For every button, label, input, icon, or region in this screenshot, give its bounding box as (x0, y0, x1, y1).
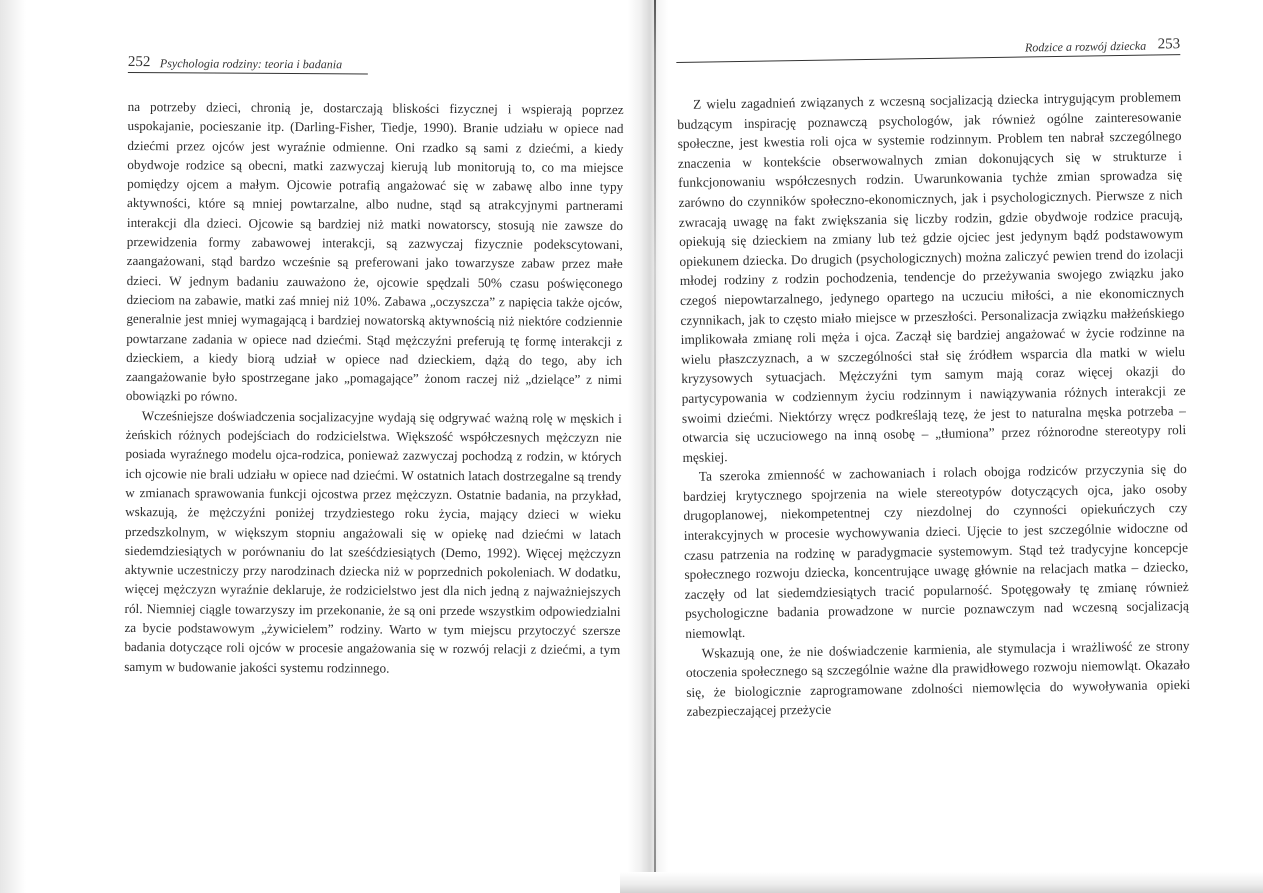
page-number: 252 (127, 53, 151, 71)
page-bottom-shadow (620, 872, 1263, 893)
left-page-body (124, 97, 624, 679)
paragraph: Ta szeroka zmienność w zachowaniach i rolach obojga rodziców przyczynia się do bardziej krytycznego spojrzenia na wiele stereotypów dotyczących ojca, jako osoby drugoplanowej, niekompetentnej czy niezdolnej do czynności opiekuńczych czy interakcyjnych w procesie wychowywania dzieci. Ujęcie to jest szczególnie widoczne od czasu patrzenia na rodzinę w paradygmacie systemowym. Stąd też tradycyjne koncepcje społecznego rozwoju dziecka, koncentrujące uwagę głównie na relacjach matka – dziecko, zaczęły od lat siedemdziesiątych tracić popularność. Spotęgowały tę zmianę również psychologiczne badania prowadzone w nurcie poznawczym nad wczesną socjalizacją niemowląt. (683, 461, 1190, 641)
page-number: 253 (1157, 36, 1181, 53)
book-gutter (628, 0, 668, 893)
right-page (676, 32, 1191, 722)
paragraph: Wcześniejsze doświadczenia socjalizacyjne wydają się odgrywać ważną rolę w męskich i żeńskich różnych podejściach do rodzicielstwa. Większość współczesnych mężczyzn nie posiada wyraźnego modelu ojca-rodzica, ponieważ zazwyczaj pochodzą z rodzin, w których ich ojcowie nie brali udziału w opiece nad dziećmi. W ostatnich latach dostrzegalne są trendy w zmianach sprawowania funkcji ojcostwa przez mężczyzn. Ostatnie badania, na przykład, wskazują, że mężczyźni poniżej trzydziestego roku życia, mający dzieci w wieku przedszkolnym, w większym stopniu angażowali się w opiekę nad dziećmi w latach siedemdziesiątych w porównaniu do lat sześćdziesiątych (Demo, 1992). Więcej mężczyzn aktywnie uczestniczy przy narodzinach dziecka niż w poprzednich pokoleniach. W dodatku, więcej mężczyzn wyraźnie deklaruje, że rodzicielstwo jest dla nich jedną z najważniejszych ról. Niemniej ciągle towarzyszy im przekonanie, że są oni przede wszystkim odpowiedzialni za bycie podstawowym „żywicielem” rodziny. Warto w tym miejscu przytoczyć szersze badania dotyczące roli ojców w procesie angażowania się w rozwój relacji z dziećmi, a tym samym w budowanie jakości systemu rodzinnego. (124, 407, 622, 676)
right-page-header (676, 32, 1180, 63)
left-page (124, 50, 624, 679)
running-title: Rodzice a rozwój dziecka (1024, 38, 1147, 55)
gutter-fold-line (654, 0, 656, 893)
right-page-body (677, 87, 1191, 722)
paragraph: na potrzeby dzieci, chronią je, dostarczają bliskości fizycznej i wspierają poprzez uspokajanie, pocieszanie itp. (Darling-Fisher, Tiedje, 1990). Branie udziału w opiece nad dziećmi przez ojców jest wyraźnie odmienne. Oni rzadko są sami z dziećmi, a kiedy obydwoje rodzice są obecni, matki zazwyczaj kierują lub monitorują to, co ma miejsce pomiędzy ojcem a małym. Ojcowie potrafią angażować się w zabawę albo inne typy aktywności, które są mniej powtarzalne, albo nudne, stąd są atrakcyjnymi partnerami interakcji dla dzieci. Ojcowie są bardziej niż matki nowatorscy, stosują nie zawsze do przewidzenia formy zabawowej interakcji, są zazwyczaj fizycznie podekscytowani, zaangażowani, stąd bardzo wcześnie są preferowani jako towarzysze zabaw przez małe dzieci. W jednym badaniu zauważono że, ojcowie spędzali 50% czasu poświęconego dzieciom na zabawie, matki zaś mniej niż 10%. Zabawa „oczyszcza” z napięcia także ojców, generalnie jest mniej wymagającą i bardziej nowatorską aktywnością niż niektóre codziennie powtarzane zadania w opiece nad dziećmi. Stąd mężczyźni preferują tę formę interakcji z dzieckiem, a kiedy biorą udział w opiece nad dzieckiem, dążą do tego, aby ich zaangażowanie było spostrzegane jako „pomagające” żonom raczej niż „dzielące” z nimi obowiązki po równo. (125, 98, 624, 405)
running-title: Psychologia rodziny: teoria i badania (159, 56, 343, 72)
paragraph: Wskazują one, że nie doświadczenie karmienia, ale stymulacja i wrażliwość ze strony otoczenia społecznego są szczególnie ważne dla prawidłowego rozwoju niemowląt. Okazało się, że biologicznie zaprogramowane zdolności niemowlęcia do wywoływania opieki zabezpieczającej przeżycie (685, 637, 1191, 720)
left-page-header (128, 50, 368, 74)
paragraph: Z wielu zagadnień związanych z wczesną socjalizacją dziecka intrygującym problemem budzącym inspirację poznawczą psychologów, jak również ogólne zainteresowanie społeczne, jest kwestia roli ojca w systemie rodzinnym. Problem ten nabrał szczególnego znaczenia w kontekście obserwowalnych zmian dokonujących się w strukturze i funkcjonowaniu współczesnych rodzin. Uwarunkowania tychże zmian sprowadza się zarówno do czynników społeczno-ekonomicznych, jak i psychologicznych. Pierwsze z nich zwracają uwagę na fakt zwiększania się liczby rodzin, gdzie obydwoje rodzice pracują, opiekują się dzieckiem na zmiany lub też gdzie ojciec jest jedynym bądź podstawowym opiekunem dziecka. Do drugich (psychologicznych) można zaliczyć pewien trend do izolacji młodej rodziny z rodzin pochodzenia, tendencje do przeżywania swojego związku jako czegoś niepowtarzalnego, jedynego opartego na uczuciu miłości, a nie ekonomicznych czynnikach, jak to często miało miejsce w przeszłości. Personalizacja związku małżeńskiego implikowała zmianę roli męża i ojca. Zaczął się bardziej angażować w życie rodzinne na wielu płaszczyznach, a w szczególności stał się źródłem wsparcia dla matki w wielu kryzysowych sytuacjach. Mężczyźni tym samym mają coraz więcej okazji do partycypowania w codziennym życiu rodzinnym i nawiązywania różnych interakcji ze swoimi dziećmi. Niektórzy wręcz podkreślają tezę, że jest to naturalna męska potrzeba – otwarcia się uczuciowego na inną osobę – „tłumiona” przez różnorodne stereotypy roli męskiej. (677, 89, 1187, 465)
page-edge-shadow (0, 0, 26, 893)
